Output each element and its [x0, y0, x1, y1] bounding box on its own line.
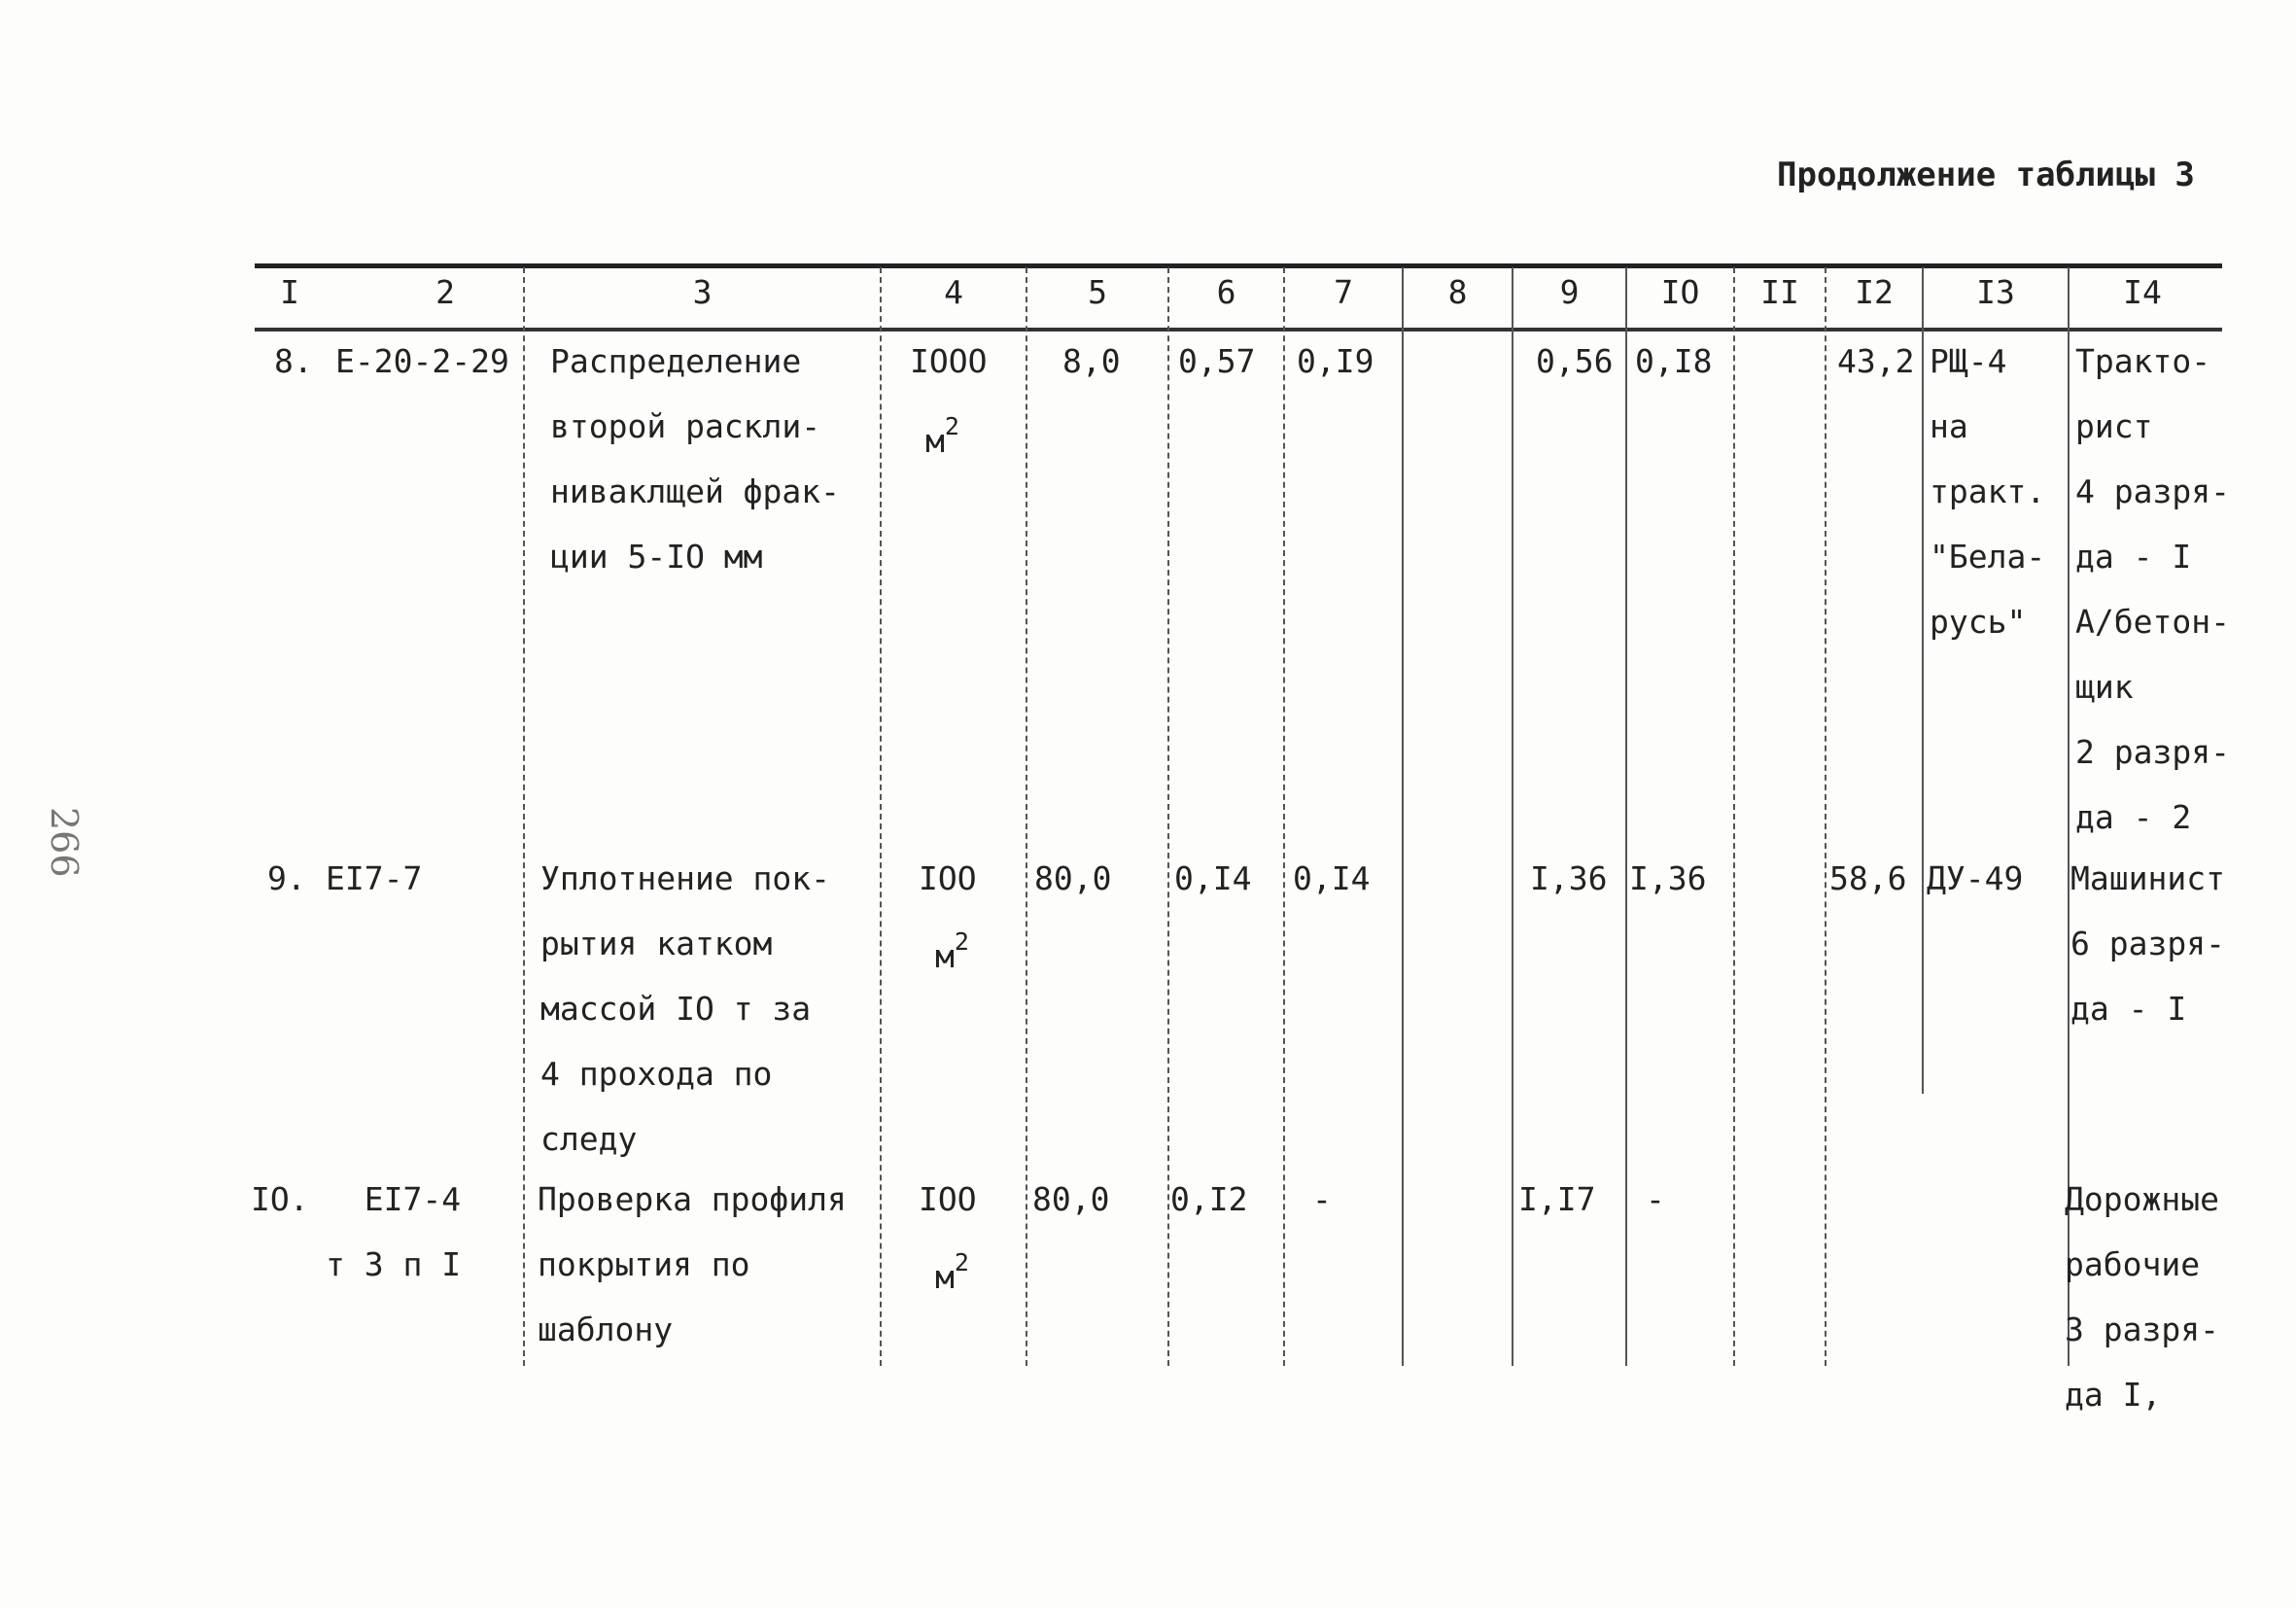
- unit-measure: $м^2$: [935, 927, 969, 975]
- column-divider: [1167, 267, 1169, 1366]
- column-divider: [1733, 267, 1735, 1366]
- cell-col10: -: [1646, 1180, 1665, 1218]
- cell-col10: I,36: [1629, 859, 1707, 897]
- work-description: Проверка профиля покрытия по шаблону: [538, 1180, 847, 1348]
- work-description: Уплотнение пок- рытия катком массой IO т за 4 прохода по следу: [540, 859, 831, 1158]
- column-header: II: [1760, 273, 1799, 311]
- norm-code: Е-20-2-29: [335, 342, 509, 380]
- machine: ДУ-49: [1927, 859, 2024, 897]
- column-divider: [1625, 267, 1627, 1366]
- column-divider: [523, 267, 525, 1366]
- column-header: 3: [692, 273, 713, 311]
- column-header: I4: [2123, 273, 2162, 311]
- cell-col5: 80,0: [1032, 1180, 1110, 1218]
- unit-quantity: IOOO: [910, 342, 988, 380]
- cell-col6: 0,I4: [1174, 859, 1252, 897]
- column-header: IO: [1660, 273, 1700, 311]
- cell-col7: 0,I9: [1297, 342, 1374, 380]
- cell-col9: I,36: [1530, 859, 1608, 897]
- workers: Дорожные рабочие 3 разря- да I,: [2065, 1180, 2219, 1414]
- column-divider: [880, 267, 882, 1366]
- unit-measure: $м^2$: [925, 412, 959, 460]
- cell-col12: 43,2: [1837, 342, 1915, 380]
- column-divider: [1922, 267, 1924, 1094]
- page-number: 266: [43, 807, 86, 878]
- cell-col5: 8,0: [1062, 342, 1121, 380]
- unit-measure: $м^2$: [935, 1248, 969, 1296]
- column-divider: [1512, 267, 1513, 1366]
- table-caption: Продолжение таблицы 3: [1777, 156, 2195, 194]
- row-number: 9.: [267, 859, 306, 897]
- column-divider: [1026, 267, 1027, 1366]
- machine: РЩ-4 на тракт. "Бела- русь": [1930, 342, 2046, 641]
- cell-col10: 0,I8: [1635, 342, 1713, 380]
- workers: Тракто- рист 4 разря- да - I А/бетон- щик 2 разря- да - 2: [2075, 342, 2230, 836]
- column-divider: [1402, 267, 1404, 1366]
- cell-col9: 0,56: [1536, 342, 1614, 380]
- row-number: IO.: [251, 1180, 309, 1218]
- cell-col5: 80,0: [1034, 859, 1112, 897]
- column-header: 5: [1088, 273, 1107, 311]
- unit-quantity: IOO: [919, 1180, 977, 1218]
- column-divider: [1283, 267, 1285, 1366]
- cell-col6: 0,I2: [1170, 1180, 1248, 1218]
- column-header: I2: [1855, 273, 1894, 311]
- column-header: I: [280, 273, 299, 311]
- unit-quantity: IOO: [919, 859, 977, 897]
- work-description: Распределение второй раскли- ниваклщей фрак- ции 5-IO мм: [550, 342, 841, 576]
- norm-code: ЕI7-4 т 3 п I: [326, 1180, 462, 1283]
- cell-col12: 58,6: [1829, 859, 1907, 897]
- column-header: 6: [1216, 273, 1236, 311]
- column-header: I3: [1976, 273, 2015, 311]
- column-header: 9: [1559, 273, 1580, 311]
- column-header: 4: [944, 273, 963, 311]
- column-header: 7: [1334, 273, 1353, 311]
- row-number: 8.: [274, 342, 313, 380]
- column-divider: [1825, 267, 1826, 1366]
- workers: Машинист 6 разря- да - I: [2070, 859, 2225, 1028]
- cell-col9: I,I7: [1518, 1180, 1596, 1218]
- cell-col6: 0,57: [1178, 342, 1256, 380]
- cell-col7: -: [1312, 1180, 1332, 1218]
- cell-col7: 0,I4: [1293, 859, 1371, 897]
- column-header: 2: [435, 273, 455, 311]
- norm-code: ЕI7-7: [326, 859, 423, 897]
- column-header: 8: [1447, 273, 1468, 311]
